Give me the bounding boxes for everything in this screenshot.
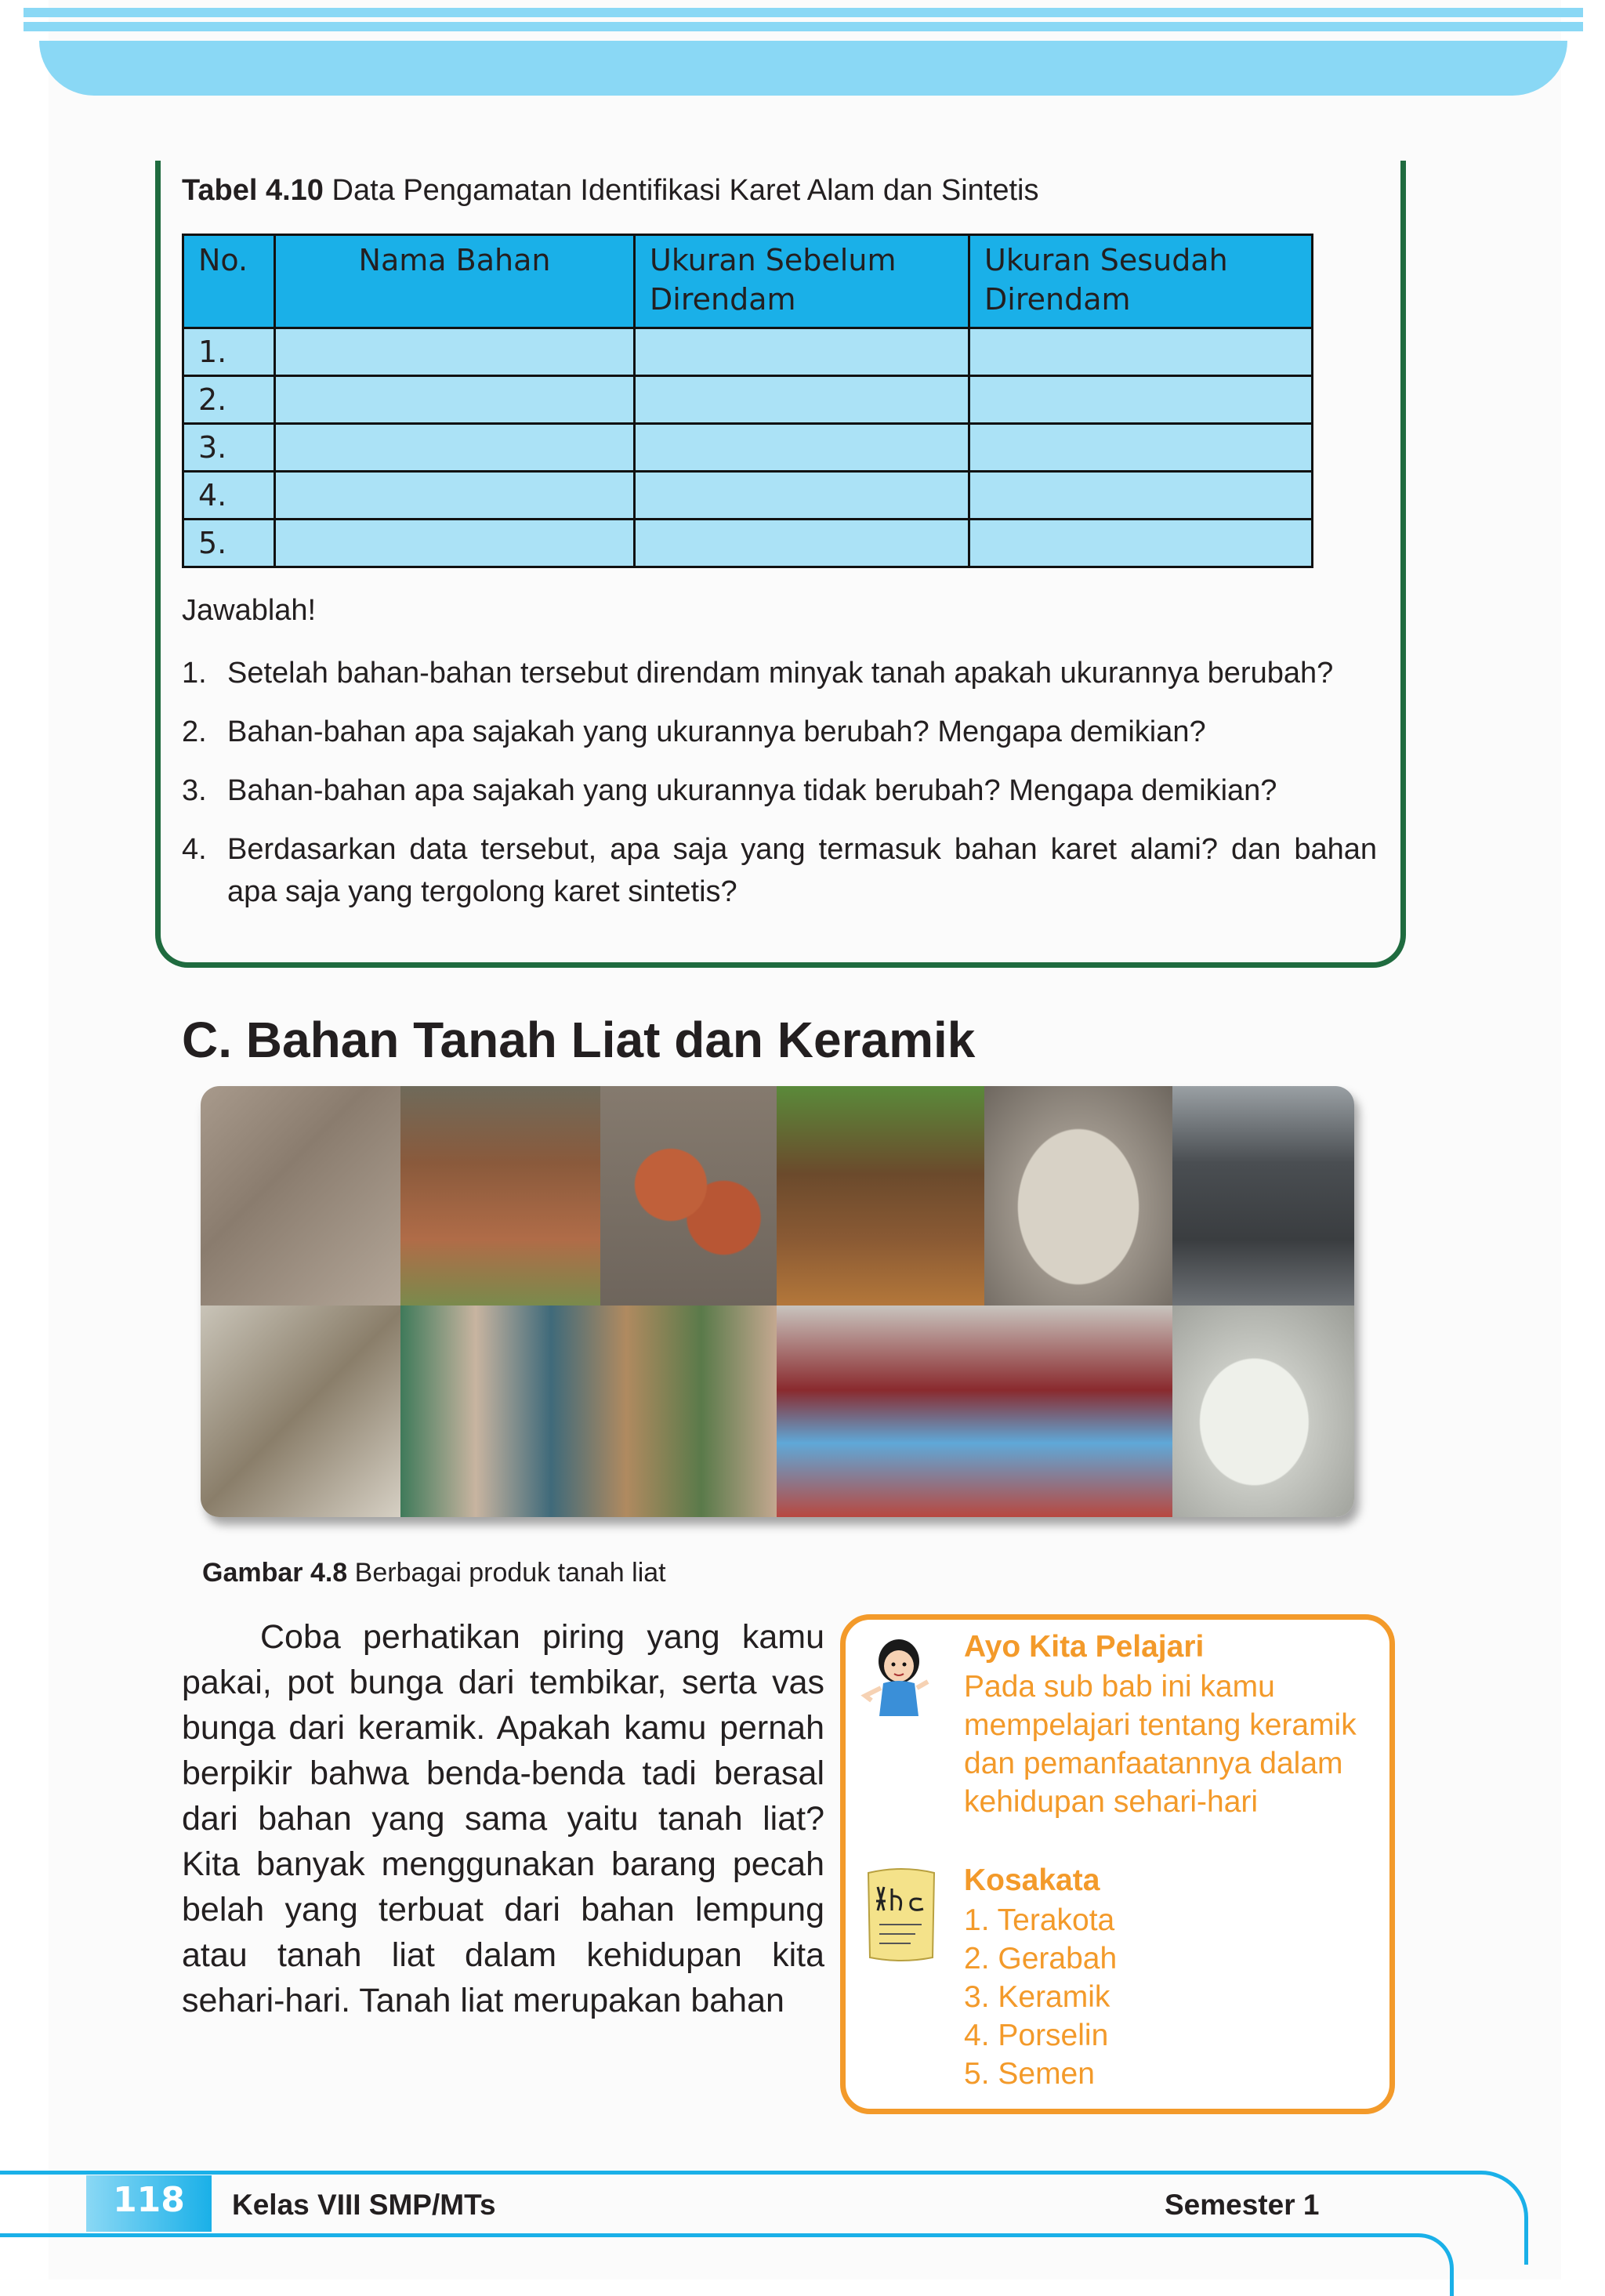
table-header-row bbox=[183, 235, 1313, 328]
table-row bbox=[183, 520, 1313, 567]
questions-intro: Jawablah! bbox=[182, 594, 317, 627]
table-cell[interactable] bbox=[635, 424, 969, 472]
table-cell[interactable] bbox=[275, 424, 635, 472]
pottery-vases-photo bbox=[1172, 1086, 1354, 1306]
table-row bbox=[183, 424, 1313, 472]
table-caption bbox=[182, 174, 1038, 208]
mosaic-shards-photo bbox=[201, 1306, 400, 1517]
table-header-cell: Ukuran Sebelum Direndam bbox=[635, 235, 969, 328]
table-cell[interactable] bbox=[969, 472, 1313, 520]
header-stripe bbox=[24, 22, 1583, 31]
question-text: Setelah bahan-bahan tersebut direndam minyak tanah apakah ukurannya berubah? bbox=[227, 657, 1334, 690]
learn-title: Ayo Kita Pelajari bbox=[964, 1630, 1205, 1664]
footer-border bbox=[0, 2233, 1454, 2296]
table-header-cell: Ukuran Sesudah Direndam bbox=[969, 235, 1313, 328]
vocab-item: 3. Keramik bbox=[964, 1980, 1110, 2014]
toilets-photo bbox=[777, 1306, 1172, 1517]
table-header-cell: No. bbox=[183, 235, 275, 328]
question-text: Berdasarkan data tersebut, apa saja yang termasuk bahan karet alami? dan bahan apa saja yang tergolong karet sintetis? bbox=[227, 833, 1377, 908]
table-row bbox=[183, 328, 1313, 376]
question-number: 2. bbox=[182, 715, 207, 748]
clay-products-collage bbox=[201, 1086, 1354, 1517]
question-item bbox=[182, 711, 1377, 753]
table-cell[interactable] bbox=[635, 520, 969, 567]
figure-caption bbox=[202, 1558, 666, 1588]
table-cell[interactable] bbox=[275, 328, 635, 376]
table-cell: 5. bbox=[183, 520, 275, 567]
question-number: 1. bbox=[182, 657, 207, 690]
glass-mug-photo bbox=[1172, 1306, 1354, 1517]
table-cell[interactable] bbox=[635, 376, 969, 424]
vocab-list bbox=[964, 1901, 1117, 2093]
table-row bbox=[183, 472, 1313, 520]
footer-semester-label: Semester 1 bbox=[1165, 2189, 1320, 2221]
question-item bbox=[182, 828, 1377, 913]
table-cell[interactable] bbox=[635, 472, 969, 520]
vocab-title: Kosakata bbox=[964, 1863, 1100, 1897]
question-text: Bahan-bahan apa sajakah yang ukurannya berubah? Mengapa demikian? bbox=[227, 715, 1206, 748]
figure-caption-text: Berbagai produk tanah liat bbox=[347, 1558, 666, 1588]
learn-text: Pada sub bab ini kamu mempelajari tentang keramik dan pemanfaatannya dalam kehidupan sehari-hari bbox=[964, 1670, 1357, 1819]
header-band bbox=[39, 41, 1567, 96]
table-header-cell: Nama Bahan bbox=[275, 235, 635, 328]
page-number: 118 bbox=[113, 2180, 185, 2220]
vocab-item: 2. Gerabah bbox=[964, 1942, 1118, 1976]
body-paragraph: Coba perhatikan piring yang kamu pakai, pot bunga dari tembikar, serta vas bunga dari keramik. Apakah kamu pernah berpikir bahwa benda-benda tadi berasal dari bahan yang sama yaitu tanah liat? Kita banyak menggunakan barang pecah belah yang terbuat dari bahan lempung atau tanah liat dalam kehidupan kita sehari-hari. Tanah liat merupakan bahan bbox=[182, 1618, 824, 2019]
roof-tiles-photo bbox=[600, 1086, 777, 1306]
question-number: 3. bbox=[182, 774, 207, 807]
soil-photo bbox=[777, 1086, 984, 1306]
question-text: Bahan-bahan apa sajakah yang ukurannya tidak berubah? Mengapa demikian? bbox=[227, 774, 1277, 807]
ceramic-jar-photo bbox=[984, 1086, 1172, 1306]
vocab-item: 1. Terakota bbox=[964, 1903, 1115, 1937]
question-list bbox=[182, 652, 1377, 929]
table-cell[interactable] bbox=[969, 328, 1313, 376]
temple-statues-photo bbox=[400, 1306, 777, 1517]
table-cell[interactable] bbox=[275, 520, 635, 567]
table-cell: 3. bbox=[183, 424, 275, 472]
table-row bbox=[183, 376, 1313, 424]
table-cell[interactable] bbox=[275, 376, 635, 424]
table-cell[interactable] bbox=[275, 472, 635, 520]
table-caption-text: Data Pengamatan Identifikasi Karet Alam dan Sintetis bbox=[323, 174, 1039, 207]
figure-label: Gambar 4.8 bbox=[202, 1558, 348, 1588]
table-caption-label: Tabel 4.10 bbox=[182, 174, 324, 207]
table-cell: 4. bbox=[183, 472, 275, 520]
girl-thinking-icon bbox=[856, 1630, 942, 1724]
cracked-earth-photo bbox=[201, 1086, 400, 1306]
table-cell[interactable] bbox=[969, 520, 1313, 567]
question-item bbox=[182, 652, 1377, 694]
table-cell: 1. bbox=[183, 328, 275, 376]
brick-temple-photo bbox=[400, 1086, 600, 1306]
header-stripe bbox=[24, 8, 1583, 17]
table-cell[interactable] bbox=[969, 424, 1313, 472]
footer-class-label: Kelas VIII SMP/MTs bbox=[232, 2189, 496, 2221]
section-title: C. Bahan Tanah Liat dan Keramik bbox=[182, 1012, 976, 1068]
observation-table bbox=[182, 234, 1313, 568]
table-cell: 2. bbox=[183, 376, 275, 424]
question-number: 4. bbox=[182, 833, 207, 866]
table-cell[interactable] bbox=[635, 328, 969, 376]
vocab-item: 5. Semen bbox=[964, 2057, 1095, 2091]
vocab-item: 4. Porselin bbox=[964, 2019, 1109, 2052]
question-item bbox=[182, 770, 1377, 812]
table-cell[interactable] bbox=[969, 376, 1313, 424]
vocabulary-scroll-icon bbox=[860, 1865, 942, 1964]
